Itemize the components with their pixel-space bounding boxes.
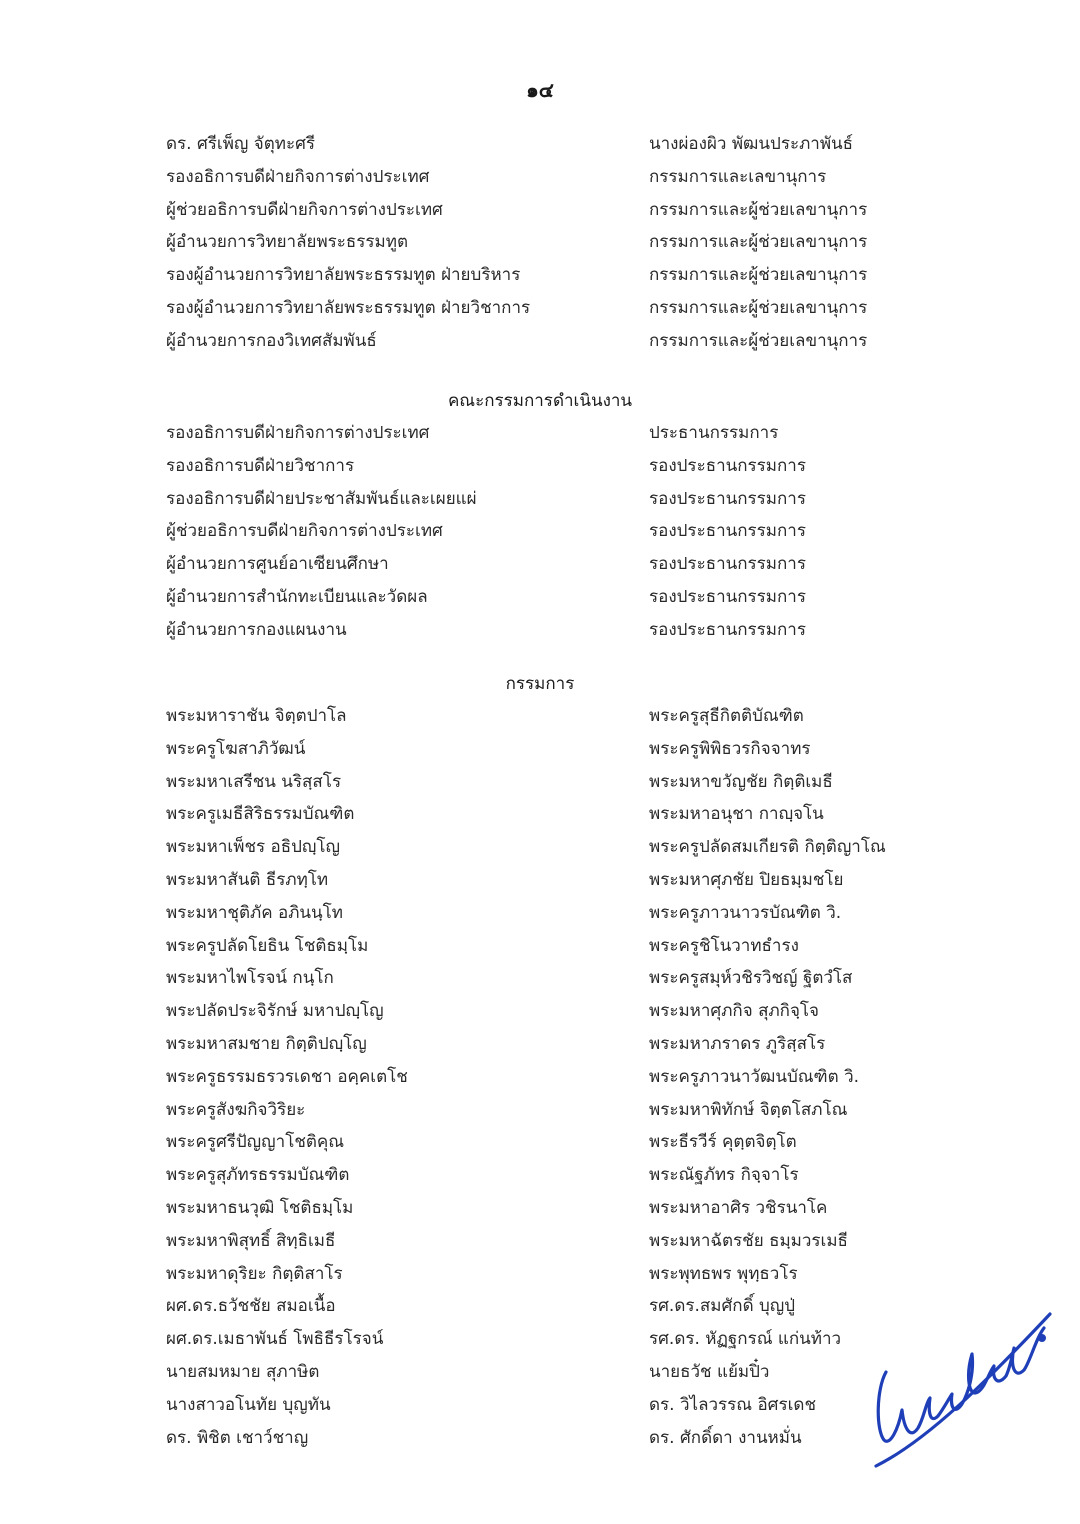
left-entry: รองผู้อำนวยการวิทยาลัยพระธรรมทูต ฝ่ายบริหาร xyxy=(166,265,521,286)
left-entry: พระมหาดุริยะ กิตฺติสาโร xyxy=(166,1263,343,1284)
list-row xyxy=(0,515,1080,548)
left-entry: พระครูสุภัทรธรรมบัณฑิต xyxy=(166,1165,350,1186)
right-entry: พระครูพิพิธวรกิจจาทร xyxy=(649,738,811,759)
right-entry: พระครูภาวนาวรบัณฑิต วิ. xyxy=(649,902,842,923)
list-row xyxy=(0,483,1080,516)
list-row xyxy=(0,128,1080,161)
right-entry: พระมหาภราดร ภูริสฺสโร xyxy=(649,1033,826,1054)
left-entry: รองผู้อำนวยการวิทยาลัยพระธรรมทูต ฝ่ายวิชาการ xyxy=(166,297,531,318)
right-entry: พระมหาศุภชัย ปิยธมฺมชโย xyxy=(649,869,844,890)
list-row xyxy=(0,1192,1080,1225)
left-entry: นายสมหมาย สุภาษิต xyxy=(166,1361,320,1382)
list-row xyxy=(0,194,1080,227)
list-row xyxy=(0,226,1080,259)
list-row xyxy=(0,995,1080,1028)
right-entry: พระณัฐภัทร กิจฺจาโร xyxy=(649,1165,799,1186)
left-entry: พระมหาธนวุฒิ โชติธมฺโม xyxy=(166,1197,354,1218)
left-entry: ผู้อำนวยการสำนักทะเบียนและวัดผล xyxy=(166,586,428,607)
right-entry: พระครูสุธีกิตติบัณฑิต xyxy=(649,706,804,726)
left-entry: พระมหาสมชาย กิตฺติปญฺโญ xyxy=(166,1033,367,1054)
right-entry: พระครูปลัดสมเกียรติ กิตฺติญาโณ xyxy=(649,837,886,858)
right-entry: นายธวัช แย้มปิ๋ว xyxy=(649,1361,770,1382)
right-entry: พระมหาพิทักษ์ จิตฺตโสภโณ xyxy=(649,1099,848,1120)
left-entry: พระมหาเพ็ชร อธิปญฺโญ xyxy=(166,837,340,858)
right-entry: พระมหาอนุชา กาญฺจโน xyxy=(649,804,824,825)
left-entry: ผศ.ดร.เมธาพันธ์ โพธิธีรโรจน์ xyxy=(166,1329,384,1350)
right-entry: ดร. วิไลวรรณ อิศรเดช xyxy=(649,1394,816,1415)
left-entry: ผู้อำนวยการศูนย์อาเซียนศึกษา xyxy=(166,554,389,575)
list-row xyxy=(0,798,1080,831)
list-row xyxy=(0,161,1080,194)
left-entry: พระครูสังฆกิจวิริยะ xyxy=(166,1099,306,1120)
right-entry: พระครูชิโนวาทธำรง xyxy=(649,935,799,956)
right-entry: รองประธานกรรมการ xyxy=(649,521,806,542)
left-entry: พระมหาพิสุทธิ์ สิทฺธิเมธี xyxy=(166,1230,336,1251)
right-entry: กรรมการและผู้ช่วยเลขานุการ xyxy=(649,232,868,253)
right-entry: รองประธานกรรมการ xyxy=(649,619,806,640)
list-row xyxy=(0,1258,1080,1291)
list-row xyxy=(0,1061,1080,1094)
left-entry: พระมหาราชัน จิตฺตปาโล xyxy=(166,706,347,726)
list-row xyxy=(0,700,1080,733)
right-entry: พระมหาฉัตรชัย ธมฺมวรเมธี xyxy=(649,1230,848,1251)
signature-image xyxy=(868,1290,1053,1470)
members-heading: กรรมการ xyxy=(505,674,575,694)
left-entry: ผู้อำนวยการวิทยาลัยพระธรรมทูต xyxy=(166,232,409,253)
right-entry: พระมหาอาศิร วชิรนาโค xyxy=(649,1197,828,1218)
left-entry: ผู้ช่วยอธิการบดีฝ่ายกิจการต่างประเทศ xyxy=(166,199,443,220)
list-row xyxy=(0,1225,1080,1258)
list-row xyxy=(0,581,1080,614)
right-entry: กรรมการและเลขานุการ xyxy=(649,166,827,187)
left-entry: รองอธิการบดีฝ่ายวิชาการ xyxy=(166,455,355,476)
left-entry: พระมหาไพโรจน์ กนฺโก xyxy=(166,968,334,989)
left-entry: พระครูโฆสาภิวัฒน์ xyxy=(166,738,306,759)
left-entry: ผศ.ดร.ธวัชชัย สมอเนื้อ xyxy=(166,1296,336,1317)
left-entry: รองอธิการบดีฝ่ายประชาสัมพันธ์และเผยแผ่ xyxy=(166,488,477,509)
right-entry: รองประธานกรรมการ xyxy=(649,586,806,607)
left-entry: พระปลัดประจิรักษ์ มหาปญฺโญ xyxy=(166,1001,384,1022)
left-entry: ดร. พิชิต เชาว์ชาญ xyxy=(166,1427,309,1448)
left-entry: รองอธิการบดีฝ่ายกิจการต่างประเทศ xyxy=(166,423,430,443)
list-row xyxy=(0,1094,1080,1127)
left-entry: ผู้อำนวยการกองแผนงาน xyxy=(166,619,347,640)
list-row xyxy=(0,1028,1080,1061)
list-row xyxy=(0,864,1080,897)
right-entry: รองประธานกรรมการ xyxy=(649,455,806,476)
signature-dot xyxy=(1040,1336,1045,1341)
left-entry: ดร. ศรีเพ็ญ จัตุทะศรี xyxy=(166,134,316,154)
list-row xyxy=(0,450,1080,483)
left-entry: พระครูเมธีสิริธรรมบัณฑิต xyxy=(166,804,355,825)
left-entry: พระครูศรีปัญญาโชติคุณ xyxy=(166,1132,345,1153)
right-entry: กรรมการและผู้ช่วยเลขานุการ xyxy=(649,265,868,286)
right-entry: รศ.ดร. หัฏฐกรณ์ แก่นท้าว xyxy=(649,1329,842,1350)
list-row xyxy=(0,766,1080,799)
list-row xyxy=(0,548,1080,581)
right-entry: พระมหาขวัญชัย กิตฺติเมธี xyxy=(649,771,833,792)
list-row xyxy=(0,259,1080,292)
list-row xyxy=(0,417,1080,450)
left-entry: รองอธิการบดีฝ่ายกิจการต่างประเทศ xyxy=(166,166,430,187)
list-row xyxy=(0,1126,1080,1159)
list-row xyxy=(0,733,1080,766)
right-entry: รองประธานกรรมการ xyxy=(649,488,806,509)
left-entry: ผู้ช่วยอธิการบดีฝ่ายกิจการต่างประเทศ xyxy=(166,521,443,542)
signature-underline xyxy=(876,1314,1050,1466)
list-row xyxy=(0,930,1080,963)
left-entry: พระมหาชุติภัค อภินนฺโท xyxy=(166,902,343,923)
top-block xyxy=(0,128,1080,358)
list-row xyxy=(0,897,1080,930)
right-entry: พระพุทธพร พุทฺธวโร xyxy=(649,1263,798,1284)
right-entry: ดร. ศักดิ์ดา งานหมั่น xyxy=(649,1427,802,1448)
page-number: ๑๔ xyxy=(526,78,554,102)
right-entry: รศ.ดร.สมศักดิ์ บุญปู่ xyxy=(649,1296,796,1317)
right-entry: พระมหาศุภกิจ สุภกิจฺโจ xyxy=(649,1001,820,1022)
right-entry: กรรมการและผู้ช่วยเลขานุการ xyxy=(649,297,868,318)
right-entry: พระธีรวีร์ คุตฺตจิตฺโต xyxy=(649,1132,797,1153)
list-row xyxy=(0,1159,1080,1192)
left-entry: พระครูปลัดโยธิน โชติธมฺโม xyxy=(166,935,369,956)
right-entry: รองประธานกรรมการ xyxy=(649,554,806,575)
operating-committee-list xyxy=(0,417,1080,647)
list-row xyxy=(0,325,1080,358)
list-row xyxy=(0,962,1080,995)
right-entry: นางผ่องผิว พัฒนประภาพันธ์ xyxy=(649,134,854,154)
left-entry: นางสาวอโนทัย บุญทัน xyxy=(166,1394,331,1415)
right-entry: กรรมการและผู้ช่วยเลขานุการ xyxy=(649,330,868,351)
list-row xyxy=(0,292,1080,325)
left-entry: พระมหาสันติ ธีรภทฺโท xyxy=(166,869,329,890)
left-entry: พระครูธรรมธรวรเดชา อคฺคเตโช xyxy=(166,1066,408,1087)
list-row xyxy=(0,831,1080,864)
right-entry: พระครูสมุห์วชิรวิชญ์ ฐิตวํโส xyxy=(649,968,853,989)
right-entry: กรรมการและผู้ช่วยเลขานุการ xyxy=(649,199,868,220)
right-entry: พระครูภาวนาวัฒนบัณฑิต วิ. xyxy=(649,1066,860,1087)
right-entry: ประธานกรรมการ xyxy=(649,423,779,443)
left-entry: ผู้อำนวยการกองวิเทศสัมพันธ์ xyxy=(166,330,377,351)
left-entry: พระมหาเสรีชน นริสฺสโร xyxy=(166,771,342,792)
list-row xyxy=(0,614,1080,647)
operating-committee-heading: คณะกรรมการดำเนินงาน xyxy=(447,391,633,411)
